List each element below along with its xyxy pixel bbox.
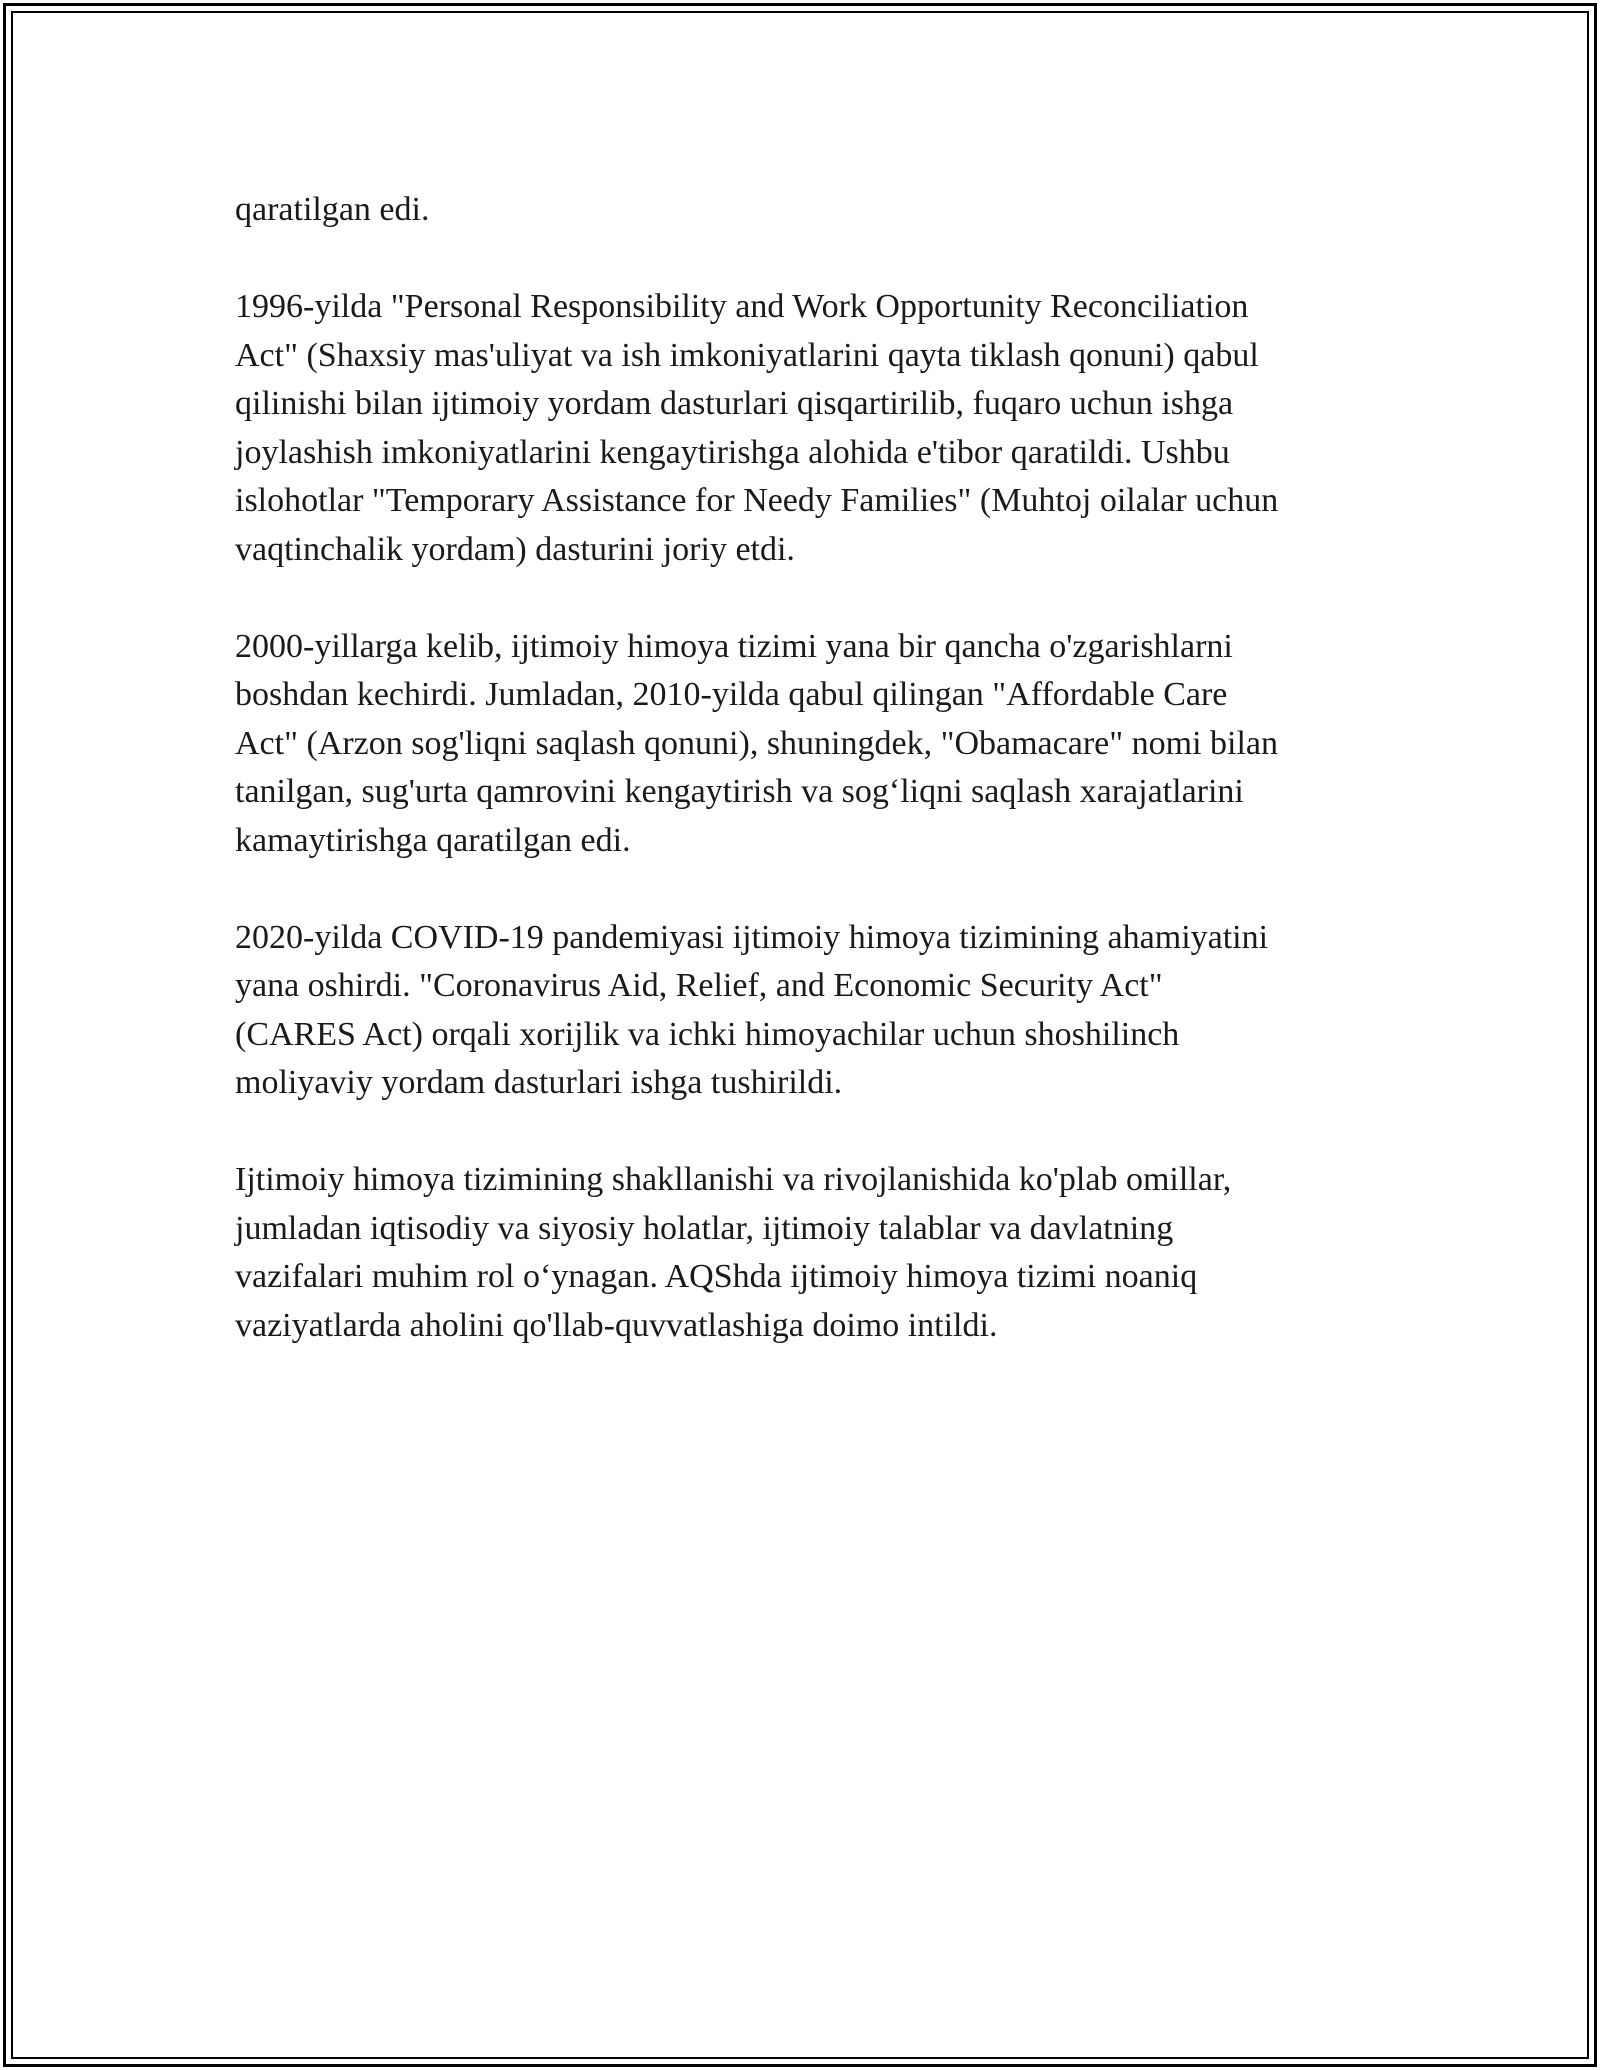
paragraph-2: 1996-yilda "Personal Responsibility and Work Opportunity Reconciliation Act" (Shaxsiy mas'uliyat va ish imkoniyatlarini qayta tiklash qonuni) qabul qilinishi bilan ijtimoiy yordam dasturlari qisqartirilib, fuqaro uchun ishga joylashish imkoniyatlarini kengaytirishga alohida e'tibor qaratildi. Ushbu islohotlar "Temporary Assistance for Needy Families" (Muhtoj oilalar uchun vaqtinchalik yordam) dasturini joriy etdi. <box>235 288 1279 568</box>
document-body <box>235 186 1395 1399</box>
paragraph-3: 2000-yillarga kelib, ijtimoiy himoya tizimi yana bir qancha o'zgarishlarni boshdan kechirdi. Jumladan, 2010-yilda qabul qilingan "Affordable Care Act" (Arzon sog'liqni saqlash qonuni), shuningdek, "Obamacare" nomi bilan tanilgan, sug'urta qamrovini kengaytirish va sog‘liqni saqlash xarajatlarini kamaytirishga qaratilgan edi. <box>235 627 1278 859</box>
paragraph-4: 2020-yilda COVID-19 pandemiyasi ijtimoiy himoya tizimining ahamiyatini yana oshirdi. "Coronavirus Aid, Relief, and Economic Security Act" (CARES Act) orqali xorijlik va ichki himoyachilar uchun shoshilinch moliyaviy yordam dasturlari ishga tushirildi. <box>235 918 1269 1101</box>
paragraph-1: qaratilgan edi. <box>235 191 430 228</box>
paragraph-5: Ijtimoiy himoya tizimining shakllanishi va rivojlanishida ko'plab omillar, jumladan iqtisodiy va siyosiy holatlar, ijtimoiy talablar va davlatning vazifalari muhim rol o‘ynagan. AQShda ijtimoiy himoya tizimi noaniq vaziyatlarda aholini qo'llab-quvvatlashiga doimo intildi. <box>235 1161 1232 1344</box>
